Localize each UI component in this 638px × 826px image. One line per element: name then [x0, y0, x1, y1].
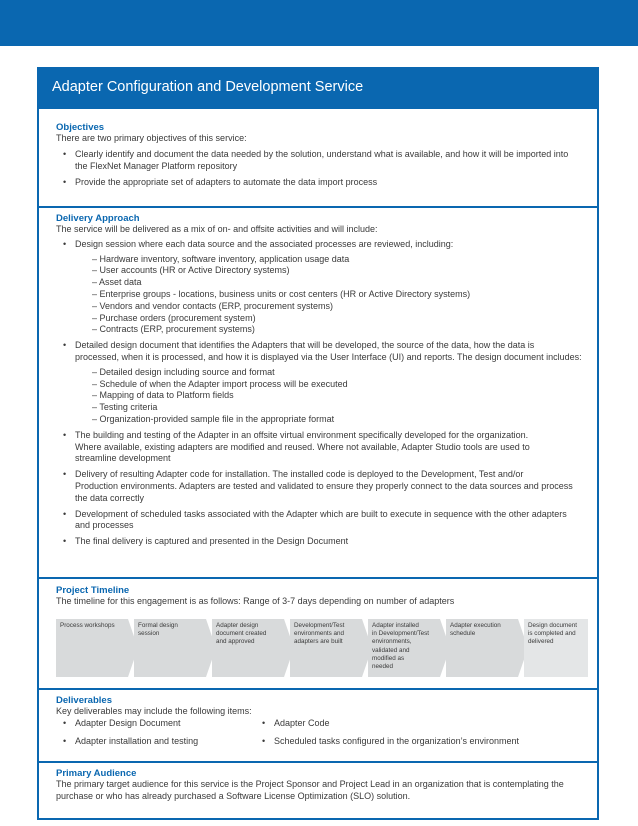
- step-text: adapters are built: [294, 638, 343, 646]
- list-item: [255, 736, 519, 748]
- bullet-dot: •: [262, 717, 266, 728]
- step-text: environments and: [294, 630, 345, 638]
- deliverables-intro: Key deliverables may include the following items:: [56, 706, 252, 716]
- step-text: Adapter design: [216, 622, 259, 629]
- sub-item: – Mapping of data to Platform fields: [92, 390, 234, 401]
- objectives-section: [56, 122, 585, 189]
- sub-item: – Schedule of when the Adapter import process will be executed: [92, 378, 348, 389]
- sub-item: – Hardware inventory, software inventory, application usage data: [92, 253, 350, 264]
- sub-item: – Purchase orders (procurement system): [92, 312, 256, 323]
- list-item: Provide the appropriate set of adapters to automate the data import process: [75, 177, 378, 188]
- list-item: [56, 736, 198, 748]
- step-text: Design document: [528, 622, 578, 629]
- sub-item: – User accounts (HR or Active Directory systems): [92, 265, 290, 276]
- timeline-intro: The timeline for this engagement is as follows: Range of 3-7 days depending on number of adapters: [56, 596, 455, 606]
- bullet-dot: •: [63, 429, 67, 440]
- objectives-bullet: [56, 177, 585, 189]
- deliverables-section: [56, 695, 585, 752]
- list-item-text: Adapter installation and testing: [75, 735, 199, 746]
- objectives-heading: Objectives: [56, 122, 105, 133]
- list-item: Clearly identify and document the data needed by the solution, understand what is available, and how it will be imported into: [75, 148, 569, 159]
- sub-item: – Testing criteria: [92, 402, 158, 413]
- step-text: validated and: [372, 646, 410, 654]
- delivery-bullet: [56, 430, 585, 465]
- timeline-step: [212, 619, 284, 677]
- timeline-step: [368, 619, 440, 677]
- list-item: [56, 718, 181, 730]
- section-divider: [39, 761, 597, 763]
- sub-item: – Detailed design including source and format: [92, 366, 275, 377]
- step-text: session: [138, 630, 160, 638]
- audience-text: purchase or who has already purchased a Software License Optimization (SLO) solution.: [56, 790, 411, 801]
- delivery-intro: The service will be delivered as a mix of on- and offsite activities and will include:: [56, 224, 378, 234]
- bullet-dot: •: [63, 340, 67, 351]
- delivery-section: [56, 213, 585, 548]
- step-text: and approved: [216, 638, 255, 646]
- sub-item: – Vendors and vendor contacts (ERP, procurement systems): [92, 300, 333, 311]
- timeline-steps: [56, 619, 587, 677]
- step-text: document created: [216, 630, 267, 638]
- step-text: modified as: [372, 654, 405, 662]
- list-item: Design session where each data source and the associated processes are reviewed, including:: [75, 238, 454, 249]
- audience-text: The primary target audience for this service is the Project Sponsor and Project Lead in an organization that is contemplating the: [56, 779, 564, 789]
- list-item: Detailed design document that identifies the Adapters that will be developed, the source of the data, how the data is: [75, 340, 535, 351]
- step-text: schedule: [450, 630, 476, 638]
- step-text: Adapter execution: [450, 622, 501, 629]
- section-divider: [39, 577, 597, 579]
- step-text: Adapter installed: [372, 622, 419, 629]
- bullet-dot: •: [63, 536, 67, 547]
- bullet-dot: •: [63, 177, 67, 188]
- objectives-bullet: [56, 149, 585, 173]
- bullet-dot: •: [63, 148, 67, 159]
- timeline-heading: Project Timeline: [56, 585, 130, 596]
- list-item: The building and testing of the Adapter in an offsite virtual environment specifically developed for the organization.: [75, 429, 529, 440]
- list-item-text: Adapter Design Document: [75, 717, 181, 728]
- step-text: Formal design: [138, 622, 178, 629]
- delivery-heading: Delivery Approach: [56, 213, 140, 224]
- delivery-bullet: [56, 509, 585, 533]
- list-item: The final delivery is captured and presented in the Design Document: [75, 536, 349, 547]
- sub-item: – Contracts (ERP, procurement systems): [92, 324, 255, 335]
- list-item-text: Scheduled tasks configured in the organization’s environment: [274, 735, 519, 746]
- timeline-step: [524, 619, 588, 677]
- list-item: Development of scheduled tasks associated with the Adapter which are built to execute in sequence with the other adapters: [75, 508, 567, 519]
- sub-item: – Asset data: [92, 277, 142, 288]
- list-item: Delivery of resulting Adapter code for installation. The installed code is deployed to the Development, Test and/or: [75, 469, 524, 480]
- bullet-dot: •: [63, 238, 67, 249]
- list-item: [255, 718, 330, 730]
- step-text: needed: [372, 663, 394, 671]
- top-bar: [0, 0, 638, 46]
- delivery-bullet: [56, 340, 585, 364]
- page-title: Adapter Configuration and Development Service: [52, 79, 364, 95]
- bullet-dot: •: [63, 469, 67, 480]
- list-item: processed, when it is processed, and how it is displayed via the User Interface (UI) and reports. The design document includes:: [75, 351, 582, 362]
- title-banner: [39, 69, 597, 109]
- list-item: and processes: [75, 520, 134, 531]
- bullet-dot: •: [63, 508, 67, 519]
- delivery-bullet: [56, 239, 585, 251]
- list-item: the FlexNet Manager Platform repository: [75, 160, 238, 171]
- step-text: environments,: [372, 638, 412, 646]
- step-text: in Development/Test: [372, 630, 430, 638]
- timeline-step: [290, 619, 362, 677]
- delivery-bullet: [56, 536, 585, 548]
- sub-item: – Organization-provided sample file in the appropriate format: [92, 413, 335, 424]
- service-card: [37, 67, 599, 820]
- step-text: delivered: [528, 638, 554, 646]
- list-item: the data correctly: [75, 492, 145, 503]
- list-item-text: Adapter Code: [274, 717, 330, 728]
- deliverables-heading: Deliverables: [56, 695, 112, 706]
- list-item: Where available, existing adapters are modified and reused. Where not available, Adapter Studio tools are used to: [75, 441, 530, 452]
- bullet-dot: •: [63, 735, 67, 746]
- list-item: streamline development: [75, 453, 171, 464]
- timeline-step: [56, 619, 128, 677]
- timeline-section: [56, 585, 587, 695]
- audience-heading: Primary Audience: [56, 768, 137, 779]
- objectives-intro: There are two primary objectives of this service:: [56, 133, 247, 143]
- bullet-dot: •: [262, 735, 266, 746]
- list-item: Production environments. Adapters are tested and validated to ensure they properly connect to the data sources and process: [75, 480, 573, 491]
- audience-section: [56, 768, 585, 803]
- section-divider: [39, 688, 597, 690]
- timeline-step: [446, 619, 518, 677]
- step-text: Development/Test: [294, 622, 345, 629]
- step-text: Process workshops: [60, 622, 115, 629]
- step-text: is completed and: [528, 630, 576, 638]
- deliverables-list: [56, 718, 585, 752]
- timeline-step: [134, 619, 206, 677]
- delivery-bullet: [56, 469, 585, 504]
- section-divider: [39, 206, 597, 208]
- bullet-dot: •: [63, 717, 67, 728]
- sub-item: – Enterprise groups - locations, business units or cost centers (HR or Active Directory systems): [92, 288, 471, 299]
